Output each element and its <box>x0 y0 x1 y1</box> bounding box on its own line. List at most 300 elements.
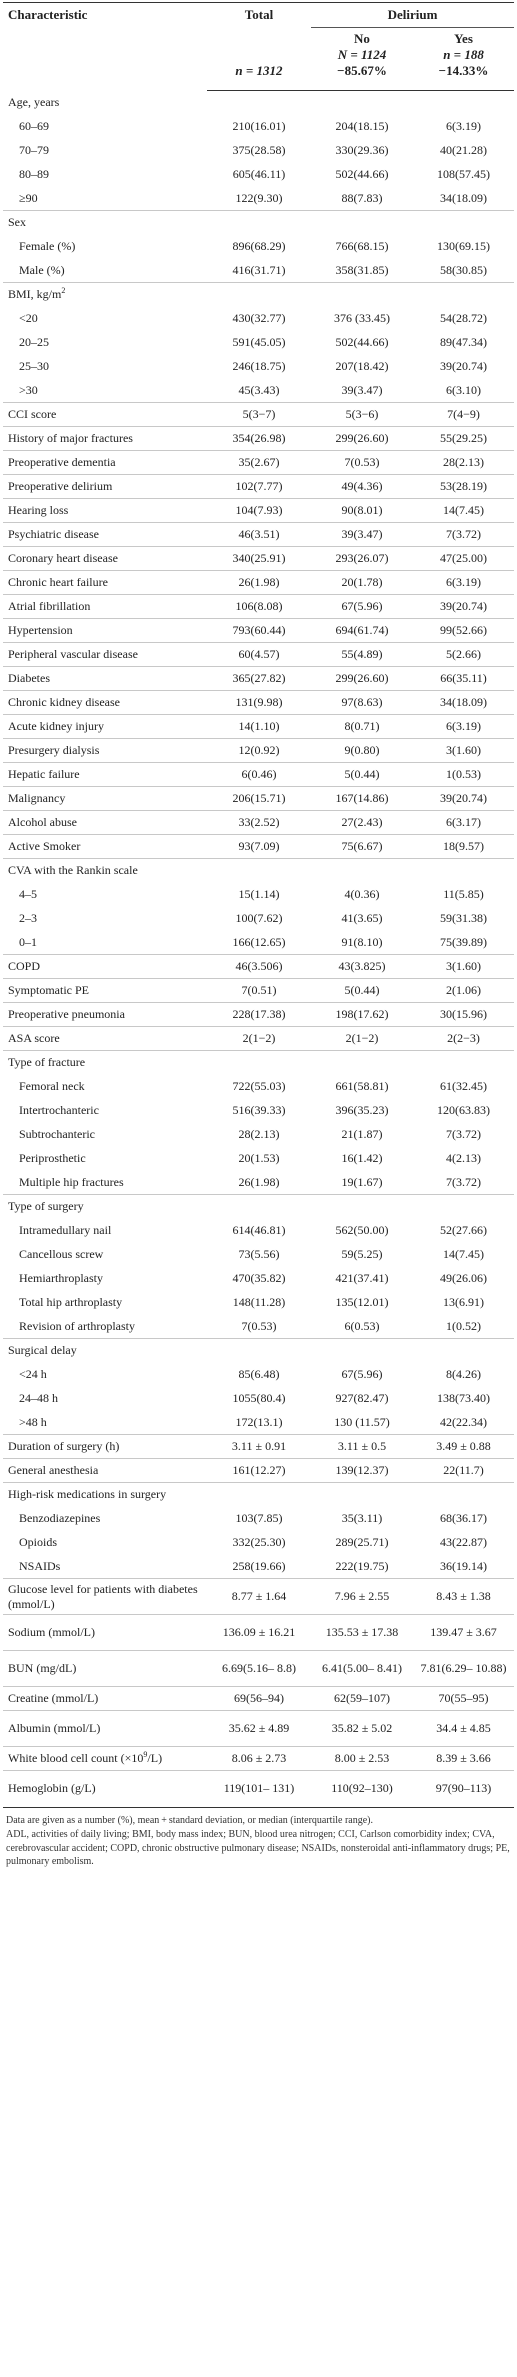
cell-no: 927(82.47) <box>335 1391 389 1405</box>
row-label: Intertrochanteric <box>19 1103 99 1117</box>
table-row <box>3 499 514 523</box>
cell-yes: 8(4.26) <box>446 1367 481 1381</box>
table-footnote <box>3 1807 514 1869</box>
cell-no: 110(92–130) <box>311 1771 413 1807</box>
cell-no: 5(0.44) <box>311 763 413 787</box>
table-row <box>3 1411 514 1435</box>
table-row <box>3 835 514 859</box>
cell-total: 148(11.28) <box>232 1295 286 1309</box>
table-row <box>3 1315 514 1339</box>
table-row <box>3 1003 514 1027</box>
cell-yes: 47(25.00) <box>413 547 514 571</box>
no-pct: −85.67% <box>337 63 387 78</box>
cell-no: 167(14.86) <box>311 787 413 811</box>
row-label: 80–89 <box>19 167 49 181</box>
row-label: Multiple hip fractures <box>19 1174 124 1189</box>
cell-no: 207(18.42) <box>335 359 389 373</box>
row-label: Total hip arthroplasty <box>19 1295 123 1309</box>
cell-total <box>207 91 311 115</box>
table-row <box>3 1051 514 1075</box>
row-label: Femoral neck <box>19 1079 85 1093</box>
cell-total: 12(0.92) <box>207 739 311 763</box>
cell-no: 204(18.15) <box>335 119 389 133</box>
table-row <box>3 211 514 235</box>
cell-total: 8.77 ± 1.64 <box>207 1579 311 1615</box>
col-yes <box>413 28 514 91</box>
cell-yes: 61(32.45) <box>440 1079 487 1093</box>
cell-total: 26(1.98) <box>238 1174 280 1189</box>
cell-yes <box>413 1483 514 1507</box>
cell-yes: 36(19.14) <box>440 1558 487 1573</box>
table-row <box>3 1507 514 1531</box>
table-row <box>3 163 514 187</box>
row-label: Type of fracture <box>3 1051 207 1075</box>
cell-yes: 14(7.45) <box>413 499 514 523</box>
row-label: Preoperative dementia <box>3 451 207 475</box>
cell-total: 614(46.81) <box>232 1223 286 1237</box>
cell-yes: 6(3.10) <box>446 382 481 397</box>
table-row <box>3 931 514 955</box>
table-row <box>3 1171 514 1195</box>
cell-no <box>311 859 413 883</box>
row-label: Hearing loss <box>3 499 207 523</box>
cell-no: 330(29.36) <box>335 143 389 157</box>
cell-yes <box>413 859 514 883</box>
cell-no: 20(1.78) <box>311 571 413 595</box>
table-row <box>3 1243 514 1267</box>
cell-yes: 6(3.17) <box>413 811 514 835</box>
cell-yes: 34(18.09) <box>413 691 514 715</box>
cell-total: 103(7.85) <box>235 1511 283 1525</box>
cell-yes: 40(21.28) <box>440 143 487 157</box>
table-row <box>3 1483 514 1507</box>
cell-no: 39(3.47) <box>311 523 413 547</box>
cell-no: 293(26.07) <box>311 547 413 571</box>
col-delirium: Delirium <box>311 3 514 28</box>
cell-total: 258(19.66) <box>232 1558 286 1573</box>
table-row <box>3 883 514 907</box>
cell-yes: 70(55–95) <box>413 1687 514 1711</box>
table-row <box>3 955 514 979</box>
row-label: Surgical delay <box>3 1339 207 1363</box>
cell-no: 299(26.60) <box>311 427 413 451</box>
row-label: 4–5 <box>19 887 37 901</box>
cell-no: 421(37.41) <box>335 1271 389 1285</box>
row-label: >30 <box>19 382 38 397</box>
cell-total: 69(56–94) <box>207 1687 311 1711</box>
table-row <box>3 739 514 763</box>
cell-total: 60(4.57) <box>207 643 311 667</box>
table-row <box>3 1615 514 1651</box>
row-label: >48 h <box>19 1414 47 1429</box>
cell-no: 35.82 ± 5.02 <box>311 1711 413 1747</box>
total-n: n = 1312 <box>235 62 283 78</box>
table-row <box>3 1711 514 1747</box>
cell-no: 3.11 ± 0.5 <box>311 1435 413 1459</box>
cell-total <box>207 1051 311 1075</box>
cell-total: 1055(80.4) <box>232 1391 286 1405</box>
table-row <box>3 715 514 739</box>
cell-no: 130 (11.57) <box>334 1414 390 1429</box>
table-row <box>3 1195 514 1219</box>
row-label: Peripheral vascular disease <box>3 643 207 667</box>
table-row <box>3 1747 514 1771</box>
no-n: N = 1124 <box>337 47 387 62</box>
row-label: Type of surgery <box>3 1195 207 1219</box>
cell-no: 562(50.00) <box>335 1223 389 1237</box>
row-label: Hemoglobin (g/L) <box>3 1771 207 1807</box>
row-label: Diabetes <box>3 667 207 691</box>
cell-total: 106(8.08) <box>207 595 311 619</box>
cell-yes: 4(2.13) <box>446 1151 481 1165</box>
cell-no: 90(8.01) <box>311 499 413 523</box>
cell-total: 100(7.62) <box>235 911 283 925</box>
cell-yes: 59(31.38) <box>440 911 487 925</box>
cell-no: 289(25.71) <box>335 1535 389 1549</box>
cell-total: 161(12.27) <box>207 1459 311 1483</box>
cell-yes: 7(3.72) <box>413 523 514 547</box>
cell-yes <box>413 1195 514 1219</box>
cell-total: 172(13.1) <box>235 1414 283 1429</box>
row-label: ≥90 <box>19 190 38 205</box>
cell-total: 166(12.65) <box>232 934 286 949</box>
cell-yes: 99(52.66) <box>413 619 514 643</box>
row-label: CCI score <box>3 403 207 427</box>
cell-yes: 54(28.72) <box>440 311 487 325</box>
cell-total: 7(0.53) <box>241 1318 277 1333</box>
cell-yes: 75(39.89) <box>440 934 487 949</box>
table-row <box>3 1147 514 1171</box>
cell-yes: 66(35.11) <box>413 667 514 691</box>
cell-yes: 2(2−3) <box>413 1027 514 1051</box>
cell-yes: 1(0.53) <box>413 763 514 787</box>
table-row <box>3 1579 514 1615</box>
cell-yes: 3(1.60) <box>413 739 514 763</box>
table-row <box>3 1291 514 1315</box>
table-row <box>3 235 514 259</box>
cell-no: 62(59–107) <box>311 1687 413 1711</box>
cell-total: 46(3.51) <box>207 523 311 547</box>
cell-no: 5(0.44) <box>311 979 413 1003</box>
cell-no: 16(1.42) <box>341 1151 383 1165</box>
row-label: Opioids <box>19 1535 58 1549</box>
row-label: COPD <box>3 955 207 979</box>
row-label: Duration of surgery (h) <box>3 1435 207 1459</box>
table-row <box>3 859 514 883</box>
cell-total: 28(2.13) <box>238 1127 280 1141</box>
cell-total: 15(1.14) <box>238 887 280 901</box>
cell-no: 91(8.10) <box>341 934 383 949</box>
row-label: Hemiarthroplasty <box>19 1271 103 1285</box>
cell-no: 661(58.81) <box>335 1079 389 1093</box>
table-row <box>3 379 514 403</box>
table-row <box>3 187 514 211</box>
table-row <box>3 1339 514 1363</box>
cell-yes: 49(26.06) <box>440 1271 487 1285</box>
row-label: 24–48 h <box>19 1391 58 1405</box>
row-label: 20–25 <box>19 335 49 349</box>
cell-yes: 14(7.45) <box>443 1247 484 1261</box>
cell-yes: 58(30.85) <box>440 262 487 277</box>
row-label: 60–69 <box>19 119 49 133</box>
cell-yes: 138(73.40) <box>437 1391 490 1405</box>
cell-yes: 3(1.60) <box>413 955 514 979</box>
cell-yes: 1(0.52) <box>446 1318 481 1333</box>
cell-yes: 53(28.19) <box>413 475 514 499</box>
cell-total: 7(0.51) <box>207 979 311 1003</box>
row-label: White blood cell count $(\times 10^9/L)$ <box>3 1747 207 1771</box>
cell-no: 358(31.85) <box>335 262 389 277</box>
table-row <box>3 1687 514 1711</box>
cell-yes: 34.4 ± 4.85 <box>413 1711 514 1747</box>
cell-total: 8.06 ± 2.73 <box>207 1747 311 1771</box>
table-row <box>3 307 514 331</box>
cell-total: 73(5.56) <box>238 1247 280 1261</box>
cell-no: 7.96 ± 2.55 <box>311 1579 413 1615</box>
characteristics-table <box>3 2 514 1807</box>
cell-no: 135(12.01) <box>335 1295 389 1309</box>
row-label: 25–30 <box>19 359 49 373</box>
cell-yes: 8.39 ± 3.66 <box>413 1747 514 1771</box>
table-row <box>3 91 514 115</box>
row-label: Chronic heart failure <box>3 571 207 595</box>
table-row <box>3 259 514 283</box>
row-label: CVA with the Rankin scale <box>3 859 207 883</box>
cell-no: 41(3.65) <box>341 911 383 925</box>
cell-no: 19(1.67) <box>341 1174 383 1189</box>
cell-yes: 28(2.13) <box>413 451 514 475</box>
cell-total: 365(27.82) <box>207 667 311 691</box>
cell-total: 14(1.10) <box>207 715 311 739</box>
cell-yes: 7.81(6.29– 10.88) <box>413 1651 514 1687</box>
col-no <box>311 28 413 91</box>
row-label: Alcohol abuse <box>3 811 207 835</box>
table-body <box>3 91 514 1807</box>
row-label: Sodium (mmol/L) <box>3 1615 207 1651</box>
table-row <box>3 403 514 427</box>
cell-no: 694(61.74) <box>311 619 413 643</box>
yes-label: Yes <box>454 31 473 46</box>
cell-no: 8(0.71) <box>311 715 413 739</box>
table-row <box>3 691 514 715</box>
cell-total: 340(25.91) <box>207 547 311 571</box>
cell-total: 470(35.82) <box>232 1271 286 1285</box>
cell-yes: 7(3.72) <box>446 1174 481 1189</box>
cell-yes: 13(6.91) <box>443 1295 484 1309</box>
col-total: Total <box>244 7 274 22</box>
cell-total: 210(16.01) <box>232 119 286 133</box>
cell-yes: 3.49 ± 0.88 <box>413 1435 514 1459</box>
cell-no: 39(3.47) <box>341 382 383 397</box>
yes-pct: −14.33% <box>438 63 489 78</box>
cell-yes <box>413 211 514 235</box>
cell-no: 59(5.25) <box>341 1247 383 1261</box>
cell-total: 605(46.11) <box>232 167 286 181</box>
row-label: Sex <box>3 211 207 235</box>
cell-total: 136.09 ± 16.21 <box>207 1615 311 1651</box>
table-row <box>3 1267 514 1291</box>
table-row <box>3 139 514 163</box>
cell-yes: 39(20.74) <box>413 787 514 811</box>
cell-yes: 130(69.15) <box>437 239 490 253</box>
table-row <box>3 811 514 835</box>
cell-yes <box>413 91 514 115</box>
table-row <box>3 1075 514 1099</box>
cell-total <box>207 211 311 235</box>
row-label: General anesthesia <box>3 1459 207 1483</box>
cell-yes <box>413 1051 514 1075</box>
cell-total: 104(7.93) <box>207 499 311 523</box>
table-row <box>3 355 514 379</box>
table-row <box>3 595 514 619</box>
cell-yes: 43(22.87) <box>440 1535 487 1549</box>
row-label: BUN (mg/dL) <box>3 1651 207 1687</box>
row-label: Symptomatic PE <box>3 979 207 1003</box>
cell-yes: 6(3.19) <box>413 571 514 595</box>
yes-n: n = 188 <box>443 47 484 62</box>
cell-no: 502(44.66) <box>335 335 389 349</box>
cell-no: 75(6.67) <box>311 835 413 859</box>
cell-yes: 7(3.72) <box>446 1127 481 1141</box>
cell-no: 299(26.60) <box>311 667 413 691</box>
cell-total: 6.69(5.16– 8.8) <box>207 1651 311 1687</box>
table-row <box>3 763 514 787</box>
footnote-line-1: Data are given as a number (%), mean + standard deviation, or median (interquartile range). <box>6 1814 373 1826</box>
cell-no: 21(1.87) <box>341 1127 383 1141</box>
cell-no: 2(1−2) <box>311 1027 413 1051</box>
cell-no: 88(7.83) <box>341 190 383 205</box>
cell-total: 119(101– 131) <box>207 1771 311 1807</box>
row-label: Female (%) <box>19 239 76 253</box>
cell-total <box>207 1195 311 1219</box>
row-label: Intramedullary nail <box>19 1223 112 1237</box>
row-label: Hepatic failure <box>3 763 207 787</box>
table-row <box>3 547 514 571</box>
row-label: Atrial fibrillation <box>3 595 207 619</box>
cell-no <box>311 211 413 235</box>
row-label: 70–79 <box>19 143 49 157</box>
row-label: Age, years <box>8 95 60 109</box>
cell-total: 516(39.33) <box>232 1103 286 1117</box>
row-label: Subtrochanteric <box>19 1127 95 1141</box>
cell-yes: 42(22.34) <box>440 1414 487 1429</box>
cell-total: 591(45.05) <box>232 335 286 349</box>
row-label: Preoperative pneumonia <box>3 1003 207 1027</box>
cell-total: 332(25.30) <box>232 1535 286 1549</box>
cell-total: 35(2.67) <box>207 451 311 475</box>
row-label: Albumin (mmol/L) <box>3 1711 207 1747</box>
cell-no: 8.00 ± 2.53 <box>311 1747 413 1771</box>
cell-no: 6(0.53) <box>344 1318 380 1333</box>
row-label: Preoperative delirium <box>3 475 207 499</box>
cell-total: 6(0.46) <box>207 763 311 787</box>
cell-no: 35(3.11) <box>341 1511 383 1525</box>
table-row <box>3 1459 514 1483</box>
row-label: Coronary heart disease <box>3 547 207 571</box>
cell-total: 20(1.53) <box>238 1151 280 1165</box>
row-label: Cancellous screw <box>19 1247 104 1261</box>
row-label: Benzodiazepines <box>19 1511 101 1525</box>
cell-total: 793(60.44) <box>207 619 311 643</box>
cell-yes: 7(4−9) <box>413 403 514 427</box>
cell-no <box>311 1195 413 1219</box>
cell-yes <box>413 1339 514 1363</box>
table-row <box>3 1219 514 1243</box>
cell-total: 896(68.29) <box>232 239 286 253</box>
cell-total: 3.11 ± 0.91 <box>207 1435 311 1459</box>
cell-yes: 39(20.74) <box>440 359 487 373</box>
cell-yes: 6(3.19) <box>413 715 514 739</box>
cell-no: 198(17.62) <box>311 1003 413 1027</box>
table-row <box>3 451 514 475</box>
cell-no: 396(35.23) <box>335 1103 389 1117</box>
cell-yes: 52(27.66) <box>440 1223 487 1237</box>
cell-total: 375(28.58) <box>232 143 286 157</box>
table-row <box>3 475 514 499</box>
cell-no <box>311 1483 413 1507</box>
table-row <box>3 283 514 307</box>
cell-total: 33(2.52) <box>207 811 311 835</box>
row-label: BMI, $kg/m^2$ <box>3 283 207 307</box>
cell-total: 5(3−7) <box>207 403 311 427</box>
row-label: Male (%) <box>19 262 65 277</box>
cell-total <box>207 859 311 883</box>
cell-no <box>311 283 413 307</box>
cell-total <box>207 283 311 307</box>
cell-yes: 97(90–113) <box>413 1771 514 1807</box>
row-label: Chronic kidney disease <box>3 691 207 715</box>
cell-yes: 39(20.74) <box>413 595 514 619</box>
row-label: History of major fractures <box>3 427 207 451</box>
cell-yes: 22(11.7) <box>413 1459 514 1483</box>
cell-total: 26(1.98) <box>207 571 311 595</box>
table-row <box>3 667 514 691</box>
row-label: <20 <box>19 311 38 325</box>
table-row <box>3 523 514 547</box>
table-row <box>3 571 514 595</box>
cell-yes: 5(2.66) <box>413 643 514 667</box>
cell-total <box>207 1339 311 1363</box>
table-row <box>3 1651 514 1687</box>
row-label: Hypertension <box>3 619 207 643</box>
cell-yes: 108(57.45) <box>437 167 490 181</box>
cell-no: 7(0.53) <box>311 451 413 475</box>
cell-yes: 18(9.57) <box>413 835 514 859</box>
cell-no: 222(19.75) <box>335 1558 389 1573</box>
cell-no <box>311 91 413 115</box>
row-label: Creatine (mmol/L) <box>3 1687 207 1711</box>
cell-total <box>207 1483 311 1507</box>
cell-no: 139(12.37) <box>311 1459 413 1483</box>
cell-no: 27(2.43) <box>311 811 413 835</box>
cell-no <box>311 1339 413 1363</box>
cell-no: 6.41(5.00– 8.41) <box>311 1651 413 1687</box>
cell-total: 131(9.98) <box>207 691 311 715</box>
cell-total: 246(18.75) <box>232 359 286 373</box>
table-row <box>3 1555 514 1579</box>
cell-no: 67(5.96) <box>311 595 413 619</box>
cell-total: 430(32.77) <box>232 311 286 325</box>
table-row <box>3 907 514 931</box>
row-label: Acute kidney injury <box>3 715 207 739</box>
cell-total: 35.62 ± 4.89 <box>207 1711 311 1747</box>
table-row <box>3 331 514 355</box>
row-label: Glucose level for patients with diabetes (mmol/L) <box>3 1579 207 1615</box>
table-row <box>3 1531 514 1555</box>
row-label: Revision of arthroplasty <box>19 1318 135 1333</box>
cell-yes: 30(15.96) <box>413 1003 514 1027</box>
cell-total: 46(3.506) <box>207 955 311 979</box>
